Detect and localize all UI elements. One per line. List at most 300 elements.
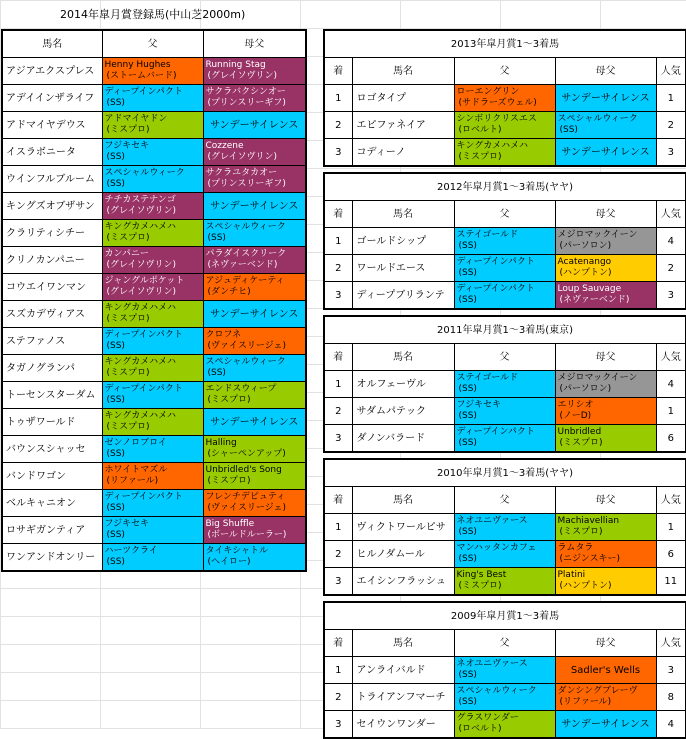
horse-name-cell[interactable]: エイシンフラッシュ: [352, 568, 454, 596]
sire-cell-lineage: (SS): [106, 98, 125, 108]
sire-cell-name: グラスワンダー: [456, 713, 519, 723]
finish-position-cell: 3: [324, 139, 352, 167]
horse-name-cell[interactable]: ベルキャニオン: [2, 490, 102, 517]
sire-cell-name: シンボリクリスエス: [456, 114, 537, 124]
dam-sire-cell-name: サンデーサイレンス: [561, 92, 650, 104]
horse-name-cell[interactable]: エピファネイア: [352, 112, 454, 139]
horse-name-cell[interactable]: バンドワゴン: [2, 463, 102, 490]
sire-cell-lineage: (ミスプロ): [458, 152, 502, 162]
header-row: [324, 201, 686, 228]
sire-cell-lineage: (SS): [106, 449, 125, 459]
finish-position-cell: 1: [324, 657, 352, 684]
popularity-cell: 2: [656, 255, 686, 282]
sire-cell[interactable]: [102, 436, 203, 463]
dam-sire-cell-lineage: (ネヴァーベンド): [207, 260, 278, 270]
horse-name-cell[interactable]: アデイインザライフ: [2, 85, 102, 112]
dam-sire-cell-lineage: (ボールドルーラー): [207, 530, 287, 540]
dam-sire-cell[interactable]: [203, 382, 306, 409]
column-header: 着: [324, 58, 352, 85]
table-row: [324, 684, 686, 711]
sire-cell-lineage: (ミスプロ): [106, 368, 150, 378]
table-row: [2, 517, 306, 544]
sire-cell-name: ディープインパクト: [456, 427, 535, 437]
dam-sire-cell-name: フレンチデピュティ: [205, 492, 286, 502]
sire-cell-name: ハーツクライ: [104, 546, 158, 556]
table-row: [2, 409, 306, 436]
dam-sire-cell-lineage: (ヴァイスリージェ): [207, 341, 286, 351]
horse-name-cell[interactable]: ゴールドシップ: [352, 228, 454, 255]
horse-name-cell[interactable]: アンライバルド: [352, 657, 454, 684]
horse-name-cell[interactable]: タガノグランパ: [2, 355, 102, 382]
column-header: 馬名: [352, 630, 454, 657]
table-row: [2, 139, 306, 166]
sire-cell[interactable]: [454, 711, 555, 739]
sire-cell[interactable]: [454, 228, 555, 255]
dam-sire-cell-name: Running Stag: [205, 60, 266, 70]
column-header: 母父: [555, 630, 656, 657]
dam-sire-cell[interactable]: [555, 282, 656, 310]
dam-sire-cell[interactable]: [555, 112, 656, 139]
horse-name-cell[interactable]: バウンスシャッセ: [2, 436, 102, 463]
finish-position-cell: 1: [324, 228, 352, 255]
dam-sire-cell[interactable]: [203, 301, 306, 328]
popularity-cell: 4: [656, 711, 686, 739]
column-header: 着: [324, 344, 352, 371]
dam-sire-cell-lineage: (グレイソヴリン): [207, 152, 278, 162]
sire-cell-lineage: (SS): [458, 384, 477, 394]
sire-cell-lineage: (SS): [106, 557, 125, 567]
horse-name-cell[interactable]: ロサギガンティア: [2, 517, 102, 544]
horse-name-cell[interactable]: ワンアンドオンリー: [2, 544, 102, 572]
table-row: [2, 220, 306, 247]
sire-cell-name: ディープインパクト: [456, 257, 535, 267]
sire-cell-name: ディープインパクト: [104, 492, 183, 502]
horse-name-cell[interactable]: ロゴタイプ: [352, 85, 454, 112]
popularity-cell: 6: [656, 541, 686, 568]
column-header: 馬名: [352, 201, 454, 228]
column-header: 人気: [656, 201, 686, 228]
popularity-cell: 1: [656, 398, 686, 425]
dam-sire-cell-name: Loup Sauvage: [557, 284, 622, 294]
race-title: 2011年皐月賞1〜3着馬(東京): [324, 316, 686, 344]
column-header: 母父: [555, 58, 656, 85]
horse-name-cell[interactable]: アドマイヤデウス: [2, 112, 102, 139]
sire-cell[interactable]: [454, 85, 555, 112]
dam-sire-cell-name: サンデーサイレンス: [210, 200, 299, 212]
sire-cell-lineage: (ミスプロ): [106, 125, 150, 135]
sire-cell-name: ホワイトマズル: [104, 465, 168, 475]
dam-sire-cell[interactable]: [203, 355, 306, 382]
sire-cell-name: フジキセキ: [456, 400, 502, 410]
sire-cell[interactable]: [102, 301, 203, 328]
column-header: 母父: [555, 487, 656, 514]
sire-cell[interactable]: [454, 514, 555, 541]
dam-sire-cell[interactable]: [555, 398, 656, 425]
popularity-cell: 1: [656, 85, 686, 112]
dam-sire-cell[interactable]: [555, 255, 656, 282]
dam-sire-cell-name: サクラユタカオー: [205, 168, 278, 178]
popularity-cell: 11: [656, 568, 686, 596]
sire-cell[interactable]: [102, 544, 203, 572]
dam-sire-cell-lineage: (ミスプロ): [207, 395, 251, 405]
horse-name-cell[interactable]: クリノカンパニー: [2, 247, 102, 274]
dam-sire-cell[interactable]: [203, 517, 306, 544]
dam-sire-cell-name: エリシオ: [557, 400, 594, 410]
horse-name-cell[interactable]: ワールドエース: [352, 255, 454, 282]
race-title-row: [324, 459, 686, 487]
table-row: [2, 193, 306, 220]
popularity-cell: 4: [656, 228, 686, 255]
dam-sire-cell-name: サンデーサイレンス: [210, 416, 299, 428]
dam-sire-cell-name: Big Shuffle: [205, 519, 255, 529]
race-title-row: [324, 316, 686, 344]
sire-cell-name: ディープインパクト: [104, 384, 183, 394]
sire-cell[interactable]: [102, 112, 203, 139]
table-row: [2, 112, 306, 139]
horse-name-cell[interactable]: クラリティシチー: [2, 220, 102, 247]
sire-cell-lineage: (グレイソヴリン): [106, 206, 177, 216]
sire-cell-name: キングカメハメハ: [104, 357, 177, 367]
column-header: 着: [324, 487, 352, 514]
dam-sire-cell[interactable]: [203, 409, 306, 436]
dam-sire-cell[interactable]: [203, 220, 306, 247]
sire-cell-name: ローエングリン: [456, 87, 520, 97]
race-title-row: [324, 30, 686, 58]
column-header: 母父: [555, 344, 656, 371]
dam-sire-cell[interactable]: [203, 328, 306, 355]
dam-sire-cell[interactable]: [555, 657, 656, 684]
dam-sire-cell[interactable]: [203, 544, 306, 572]
dam-sire-cell-name: タイキシャトル: [205, 546, 269, 556]
header-row: [324, 630, 686, 657]
header-row: [324, 487, 686, 514]
dam-sire-cell[interactable]: [555, 228, 656, 255]
race-title: 2009年皐月賞1〜3着馬: [324, 602, 686, 630]
finish-position-cell: 2: [324, 398, 352, 425]
dam-sire-cell[interactable]: [555, 371, 656, 398]
finish-position-cell: 3: [324, 425, 352, 453]
sire-cell-name: スペシャルウィーク: [456, 686, 537, 696]
sire-cell-name: スペシャルウィーク: [104, 168, 185, 178]
column-header: 父: [102, 30, 203, 58]
sire-cell-name: カンパニー: [104, 249, 149, 259]
dam-sire-cell[interactable]: [555, 514, 656, 541]
sire-cell[interactable]: [102, 220, 203, 247]
sire-cell-lineage: (SS): [106, 341, 125, 351]
sire-cell[interactable]: [454, 568, 555, 596]
dam-sire-cell[interactable]: [203, 58, 306, 85]
sire-cell-lineage: (リファール): [106, 476, 159, 486]
sire-cell[interactable]: [454, 657, 555, 684]
header-row: [324, 58, 686, 85]
horse-name-cell[interactable]: トゥザワールド: [2, 409, 102, 436]
horse-name-cell[interactable]: スズカデヴィアス: [2, 301, 102, 328]
dam-sire-cell[interactable]: [555, 541, 656, 568]
dam-sire-cell-name: Acatenango: [557, 257, 612, 267]
dam-sire-cell[interactable]: [203, 139, 306, 166]
sire-cell[interactable]: [454, 282, 555, 310]
horse-name-cell[interactable]: ステファノス: [2, 328, 102, 355]
dam-sire-cell-lineage: (グレイソヴリン): [207, 71, 278, 81]
dam-sire-cell-lineage: (ダンチヒ): [207, 287, 251, 297]
sire-cell[interactable]: [102, 382, 203, 409]
sire-cell-name: ステイゴールド: [456, 373, 519, 383]
sire-cell-name: ディープインパクト: [104, 330, 183, 340]
sire-cell[interactable]: [102, 355, 203, 382]
dam-sire-cell[interactable]: [203, 112, 306, 139]
sire-cell[interactable]: [102, 463, 203, 490]
horse-name-cell[interactable]: アジアエクスプレス: [2, 58, 102, 85]
column-header: 馬名: [352, 58, 454, 85]
sire-cell-lineage: (SS): [458, 295, 477, 305]
dam-sire-cell[interactable]: [203, 247, 306, 274]
dam-sire-cell-lineage: (SS): [207, 233, 226, 243]
dam-sire-cell-name: サンデーサイレンス: [561, 146, 650, 158]
header-row: [2, 30, 306, 58]
dam-sire-cell-name: サンデーサイレンス: [210, 119, 299, 131]
sire-cell-lineage: (ロベルト): [458, 125, 502, 135]
finish-position-cell: 2: [324, 112, 352, 139]
race-results-table: [323, 29, 686, 167]
table-row: [324, 228, 686, 255]
dam-sire-cell[interactable]: [555, 425, 656, 453]
sire-cell-lineage: (SS): [458, 527, 477, 537]
table-row: [324, 139, 686, 167]
column-header: 馬名: [352, 344, 454, 371]
sire-cell-lineage: (SS): [458, 268, 477, 278]
horse-name-cell[interactable]: オルフェーヴル: [352, 371, 454, 398]
horse-name-cell[interactable]: ヴィクトワールピサ: [352, 514, 454, 541]
sire-cell[interactable]: [454, 112, 555, 139]
dam-sire-cell-name: スペシャルウィーク: [205, 357, 286, 367]
sire-cell-lineage: (SS): [458, 670, 477, 680]
dam-sire-cell[interactable]: [555, 568, 656, 596]
table-row: [324, 112, 686, 139]
table-row: [324, 398, 686, 425]
popularity-cell: 4: [656, 371, 686, 398]
horse-name-cell[interactable]: ダノンバラード: [352, 425, 454, 453]
horse-name-cell[interactable]: セイウンワンダー: [352, 711, 454, 739]
table-row: [324, 541, 686, 568]
dam-sire-cell-lineage: (プリンスリーギフ): [207, 179, 286, 189]
race-title: 2010年皐月賞1〜3着馬(ヤヤ): [324, 459, 686, 487]
sire-cell-lineage: (SS): [106, 179, 125, 189]
table-row: [2, 274, 306, 301]
dam-sire-cell-lineage: (ヘイロー): [207, 557, 251, 567]
table-row: [2, 166, 306, 193]
sire-cell[interactable]: [102, 274, 203, 301]
popularity-cell: 3: [656, 139, 686, 167]
dam-sire-cell[interactable]: [555, 684, 656, 711]
dam-sire-cell-name: Halling: [205, 438, 237, 448]
table-row: [324, 255, 686, 282]
sire-cell-name: ディープインパクト: [456, 284, 535, 294]
horse-name-cell[interactable]: ディープブリランテ: [352, 282, 454, 310]
finish-position-cell: 1: [324, 371, 352, 398]
dam-sire-cell-lineage: (ミスプロ): [559, 438, 603, 448]
finish-position-cell: 1: [324, 85, 352, 112]
dam-sire-cell[interactable]: [555, 711, 656, 739]
sire-cell-lineage: (SS): [106, 395, 125, 405]
sire-cell[interactable]: [454, 139, 555, 167]
page-title: 2014年皐月賞登録馬(中山芝2000m): [60, 8, 246, 21]
dam-sire-cell-name: Platini: [557, 570, 586, 580]
sire-cell[interactable]: [102, 490, 203, 517]
dam-sire-cell-name: サンデーサイレンス: [210, 308, 299, 320]
sire-cell[interactable]: [454, 371, 555, 398]
table-row: [324, 711, 686, 739]
race-title: 2012年皐月賞1〜3着馬(ヤヤ): [324, 173, 686, 201]
dam-sire-cell-lineage: (ネヴァーベンド): [559, 295, 630, 305]
dam-sire-cell-name: ラムタラ: [557, 543, 594, 553]
dam-sire-cell-name: Unbridled: [557, 427, 602, 437]
sire-cell[interactable]: [454, 255, 555, 282]
horse-name-cell[interactable]: トーセンスターダム: [2, 382, 102, 409]
table-row: [324, 425, 686, 453]
sire-cell-name: ネオユニヴァース: [456, 659, 528, 669]
sire-cell-name: キングカメハメハ: [104, 411, 177, 421]
sire-cell-lineage: (ストームバード): [106, 71, 177, 81]
popularity-cell: 3: [656, 282, 686, 310]
finish-position-cell: 1: [324, 514, 352, 541]
sire-cell-lineage: (SS): [458, 438, 477, 448]
dam-sire-cell-name: エンドスウィープ: [205, 384, 277, 394]
horse-name-cell[interactable]: コウエイワンマン: [2, 274, 102, 301]
sire-cell[interactable]: [102, 193, 203, 220]
column-header: 父: [454, 630, 555, 657]
sire-cell[interactable]: [102, 58, 203, 85]
table-row: [2, 58, 306, 85]
dam-sire-cell-lineage: (パーソロン): [559, 384, 612, 394]
column-header: 着: [324, 630, 352, 657]
dam-sire-cell-lineage: (リファール): [559, 697, 612, 707]
sire-cell[interactable]: [454, 425, 555, 453]
table-row: [2, 85, 306, 112]
popularity-cell: 2: [656, 112, 686, 139]
finish-position-cell: 2: [324, 684, 352, 711]
sire-cell[interactable]: [102, 517, 203, 544]
race-title: 2013年皐月賞1〜3着馬: [324, 30, 686, 58]
sire-cell-lineage: (SS): [106, 530, 125, 540]
sire-cell-name: Henny Hughes: [104, 60, 171, 70]
dam-sire-cell-name: サクラバクシンオー: [205, 87, 286, 97]
sire-cell-name: ジャングルポケット: [104, 276, 185, 286]
race-results-table: [323, 172, 686, 310]
dam-sire-cell[interactable]: [555, 85, 656, 112]
race-title-row: [324, 173, 686, 201]
sire-cell[interactable]: [454, 684, 555, 711]
finish-position-cell: 2: [324, 541, 352, 568]
dam-sire-cell-lineage: (ノーD): [559, 411, 592, 421]
dam-sire-cell-lineage: (SS): [207, 368, 226, 378]
popularity-cell: 3: [656, 657, 686, 684]
sire-cell[interactable]: [102, 166, 203, 193]
horse-name-cell[interactable]: イスラボニータ: [2, 139, 102, 166]
sire-cell-name: アドマイヤドン: [104, 114, 168, 124]
popularity-cell: 6: [656, 425, 686, 453]
race-results-table: [323, 315, 686, 453]
sire-cell-name: King's Best: [456, 570, 507, 580]
dam-sire-cell[interactable]: [203, 193, 306, 220]
dam-sire-cell-lineage: (プリンスリーギフ): [207, 98, 286, 108]
dam-sire-cell-lineage: (ニジンスキー): [559, 554, 621, 564]
table-row: [324, 514, 686, 541]
finish-position-cell: 3: [324, 568, 352, 596]
sire-cell-name: ステイゴールド: [456, 230, 519, 240]
column-header: 父: [454, 344, 555, 371]
horse-name-cell[interactable]: サダムパテック: [352, 398, 454, 425]
dam-sire-cell-name: サンデーサイレンス: [561, 718, 650, 730]
sire-cell-lineage: (SS): [458, 697, 477, 707]
sire-cell[interactable]: [102, 139, 203, 166]
dam-sire-cell-lineage: (SS): [559, 125, 578, 135]
sire-cell-lineage: (グレイソヴリン): [106, 287, 177, 297]
sire-cell-lineage: (SS): [106, 503, 125, 513]
table-row: [2, 490, 306, 517]
sire-cell[interactable]: [454, 398, 555, 425]
column-header: 馬名: [352, 487, 454, 514]
horse-name-cell[interactable]: ヒルノダムール: [352, 541, 454, 568]
race-title-row: [324, 602, 686, 630]
dam-sire-cell-lineage: (ハンプトン): [559, 581, 612, 591]
dam-sire-cell[interactable]: [203, 85, 306, 112]
sire-cell-lineage: (ロベルト): [458, 724, 502, 734]
column-header: 父: [454, 58, 555, 85]
dam-sire-cell[interactable]: [555, 139, 656, 167]
registered-horses-table: [1, 29, 307, 572]
dam-sire-cell[interactable]: [203, 436, 306, 463]
column-header: 人気: [656, 487, 686, 514]
horse-name-cell[interactable]: トライアンフマーチ: [352, 684, 454, 711]
sire-cell[interactable]: [102, 85, 203, 112]
column-header: 父: [454, 201, 555, 228]
sire-cell[interactable]: [102, 328, 203, 355]
dam-sire-cell[interactable]: [203, 274, 306, 301]
sire-cell[interactable]: [102, 247, 203, 274]
column-header: 父: [454, 487, 555, 514]
dam-sire-cell-name: ダンシングブレーヴ: [557, 686, 638, 696]
dam-sire-cell[interactable]: [203, 166, 306, 193]
sire-cell-lineage: (SS): [458, 411, 477, 421]
sire-cell-lineage: (SS): [458, 241, 477, 251]
column-header: 人気: [656, 58, 686, 85]
dam-sire-cell[interactable]: [203, 490, 306, 517]
dam-sire-cell[interactable]: [203, 463, 306, 490]
table-row: [2, 247, 306, 274]
table-row: [2, 328, 306, 355]
sire-cell-name: キングカメハメハ: [104, 303, 177, 313]
sire-cell-name: ゼンノロブロイ: [104, 438, 167, 448]
horse-name-cell[interactable]: ウインフルブルーム: [2, 166, 102, 193]
horse-name-cell[interactable]: コディーノ: [352, 139, 454, 167]
race-results-table: [323, 458, 686, 596]
sire-cell[interactable]: [454, 541, 555, 568]
sire-cell-name: ネオユニヴァース: [456, 516, 528, 526]
sire-cell-name: チチカステナンゴ: [104, 195, 176, 205]
horse-name-cell[interactable]: キングズオブザサン: [2, 193, 102, 220]
sire-cell-name: キングカメハメハ: [456, 141, 529, 151]
dam-sire-cell-name: メジロマックイーン: [557, 373, 638, 383]
dam-sire-cell-lineage: (パーソロン): [559, 241, 612, 251]
table-row: [2, 436, 306, 463]
sire-cell-lineage: (ミスプロ): [106, 314, 150, 324]
table-row: [2, 544, 306, 572]
table-row: [2, 382, 306, 409]
dam-sire-cell-name: Machiavellian: [557, 516, 620, 526]
sire-cell[interactable]: [102, 409, 203, 436]
table-row: [324, 568, 686, 596]
finish-position-cell: 3: [324, 282, 352, 310]
